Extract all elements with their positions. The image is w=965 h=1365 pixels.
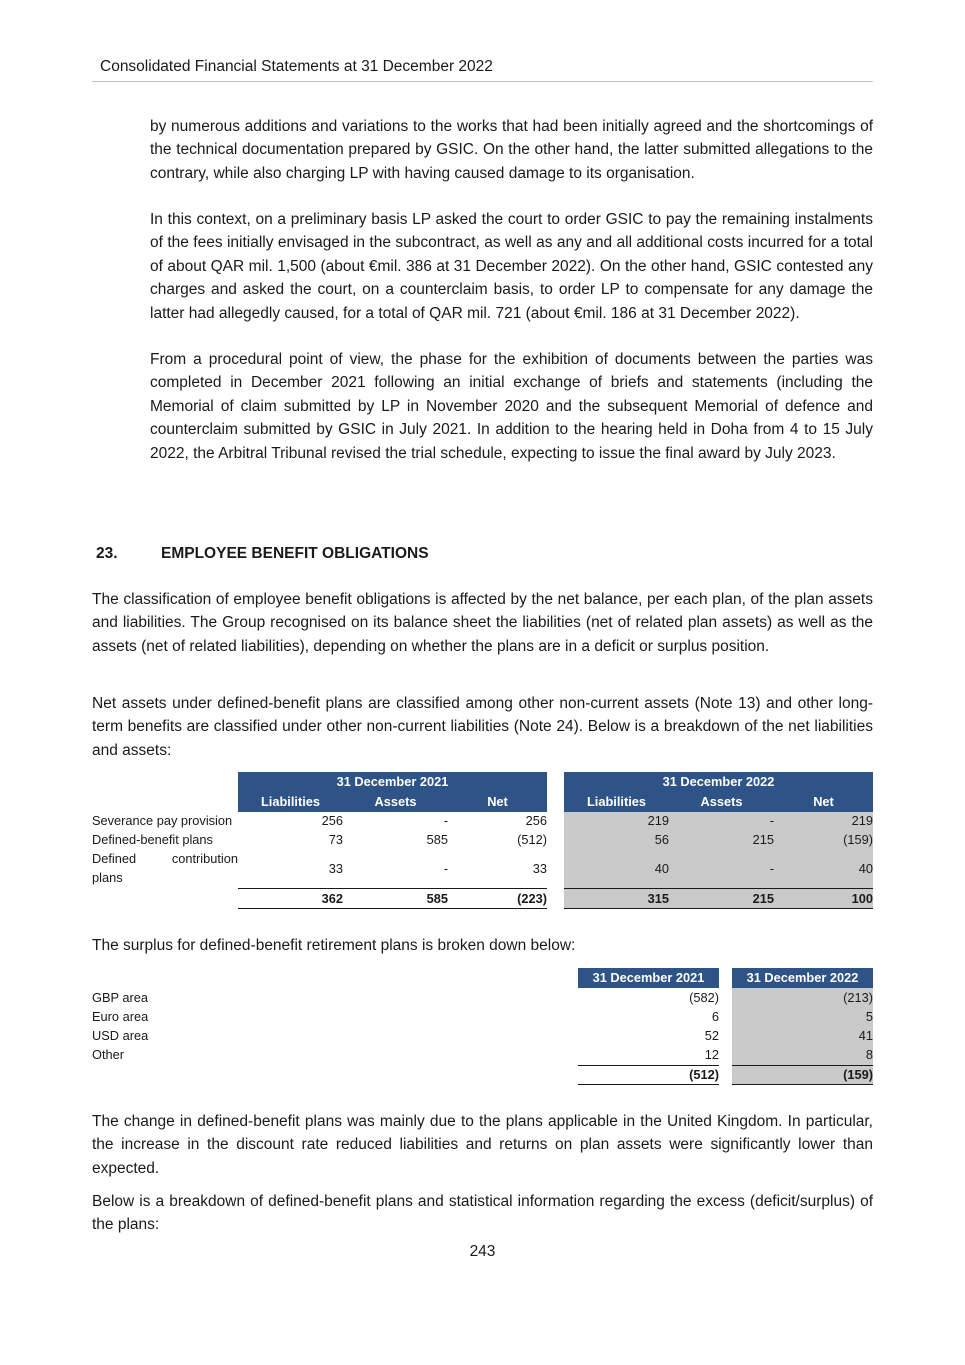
total-top-rule-2021 — [578, 1065, 719, 1066]
total-bottom-rule-2022 — [564, 908, 873, 909]
cell-value: (213) — [843, 990, 873, 1005]
row-label: USD area — [92, 1028, 149, 1043]
cell-value: 585 — [426, 832, 448, 847]
column-header-liabilities-2021: Liabilities — [238, 792, 343, 812]
cell-value: - — [443, 813, 448, 828]
cell-value: 73 — [328, 832, 343, 847]
total-bottom-rule-2021 — [238, 908, 547, 909]
row-label: Severance pay provision — [92, 813, 233, 828]
document-header: Consolidated Financial Statements at 31 December 2022 — [100, 58, 493, 75]
column-header-net-2021: Net — [448, 792, 547, 812]
column-header-assets-2022: Assets — [669, 792, 774, 812]
closing-paragraph-1: The change in defined-benefit plans was mainly due to the plans applicable in the United Kingdom. In particular, the increase in the discount rate reduced liabilities and returns on plan assets were significantly lower than expected. — [92, 1113, 873, 1177]
cell-value: 6 — [711, 1009, 719, 1024]
column-header-liabilities-2022: Liabilities — [564, 792, 669, 812]
total-top-rule-2022 — [564, 888, 873, 889]
column-header-net-2022: Net — [774, 792, 873, 812]
total-top-rule-2022 — [732, 1065, 873, 1066]
body-paragraph-2: Net assets under defined-benefit plans are classified among other non-current assets (Note 13) and other long-term benefits are classified under other non-current liabilities (Note 24). Below is a breakdown of the net liabilities and assets: — [92, 695, 873, 759]
cell-value: 33 — [328, 861, 343, 876]
cell-value: 12 — [704, 1047, 719, 1062]
surplus-intro: The surplus for defined-benefit retirement plans is broken down below: — [92, 937, 576, 954]
row-label: Defined-benefit plans — [92, 832, 213, 847]
cell-value: (512) — [517, 832, 547, 847]
total-bottom-rule-2021 — [578, 1084, 719, 1085]
intro-paragraph-3: From a procedural point of view, the phase for the exhibition of documents between the parties was completed in December 2021 following an initial exchange of briefs and statements (including the Memorial of claim submitted by LP in November 2020 and the subsequent Memorial of defence and counterclaim submitted by GSIC in July 2021. In addition to the hearing held in Doha from 4 to 15 July 2022, the Arbitral Tribunal revised the trial schedule, expecting to issue the final award by July 2023. — [150, 351, 873, 462]
cell-value: 40 — [858, 861, 873, 876]
cell-value: 41 — [858, 1028, 873, 1043]
total-value: 100 — [851, 891, 873, 906]
total-value: 215 — [752, 891, 774, 906]
row-label-line-2: plans — [92, 870, 123, 885]
cell-value: (582) — [689, 990, 719, 1005]
period-header-2022: 31 December 2022 — [732, 968, 873, 988]
cell-value: 33 — [532, 861, 547, 876]
period-header-2021: 31 December 2021 — [578, 968, 719, 988]
total-top-rule-2021 — [238, 888, 547, 889]
total-value: 315 — [647, 891, 669, 906]
cell-value: 256 — [321, 813, 343, 828]
row-label-line-1: Defined contribution — [92, 851, 238, 866]
total-bottom-rule-2022 — [732, 1084, 873, 1085]
cell-value: - — [769, 813, 774, 828]
section-title: EMPLOYEE BENEFIT OBLIGATIONS — [161, 545, 429, 562]
cell-value: (159) — [843, 832, 873, 847]
total-value: (159) — [843, 1067, 873, 1082]
body-paragraph-1: The classification of employee benefit obligations is affected by the net balance, per each plan, of the plan assets and liabilities. The Group recognised on its balance sheet the liabilities (net of related plan assets) as well as the assets (net of related liabilities), depending on whether the plans are in a deficit or surplus position. — [92, 591, 873, 655]
cell-value: 52 — [704, 1028, 719, 1043]
total-value: (512) — [689, 1067, 719, 1082]
cell-value: - — [769, 861, 774, 876]
cell-value: 256 — [525, 813, 547, 828]
cell-value: 219 — [647, 813, 669, 828]
cell-value: - — [443, 861, 448, 876]
page-number: 243 — [469, 1243, 496, 1260]
total-value: (223) — [517, 891, 547, 906]
total-value: 362 — [321, 891, 343, 906]
intro-paragraph-1: by numerous additions and variations to the works that had been initially agreed and the shortcomings of the technical documentation prepared by GSIC. On the other hand, the latter submitted allegations to the contrary, while also charging LP with having caused damage to its organisation. — [150, 118, 873, 182]
cell-value: 219 — [851, 813, 873, 828]
period-header-2021: 31 December 2021 — [238, 772, 547, 792]
cell-value: 5 — [865, 1009, 873, 1024]
cell-value: 8 — [865, 1047, 873, 1062]
section-number: 23. — [96, 545, 118, 562]
cell-value: 215 — [752, 832, 774, 847]
row-label: GBP area — [92, 990, 148, 1005]
period-header-2022: 31 December 2022 — [564, 772, 873, 792]
cell-value: 40 — [654, 861, 669, 876]
closing-paragraph-2: Below is a breakdown of defined-benefit plans and statistical information regarding the excess (deficit/surplus) of the plans: — [92, 1193, 873, 1234]
row-label: Euro area — [92, 1009, 149, 1024]
header-divider — [92, 81, 873, 82]
total-value: 585 — [426, 891, 448, 906]
intro-paragraph-2: In this context, on a preliminary basis LP asked the court to order GSIC to pay the remaining instalments of the fees initially envisaged in the subcontract, as well as any and all additional costs incurred for a total of about QAR mil. 1,500 (about €mil. 386 at 31 December 2022). On the other hand, GSIC contested any charges and asked the court, on a counterclaim basis, to order LP to compensate for any damage the latter had allegedly caused, for a total of QAR mil. 721 (about €mil. 186 at 31 December 2022). — [150, 211, 873, 322]
row-label: Other — [92, 1047, 125, 1062]
cell-value: 56 — [654, 832, 669, 847]
column-header-assets-2021: Assets — [343, 792, 448, 812]
